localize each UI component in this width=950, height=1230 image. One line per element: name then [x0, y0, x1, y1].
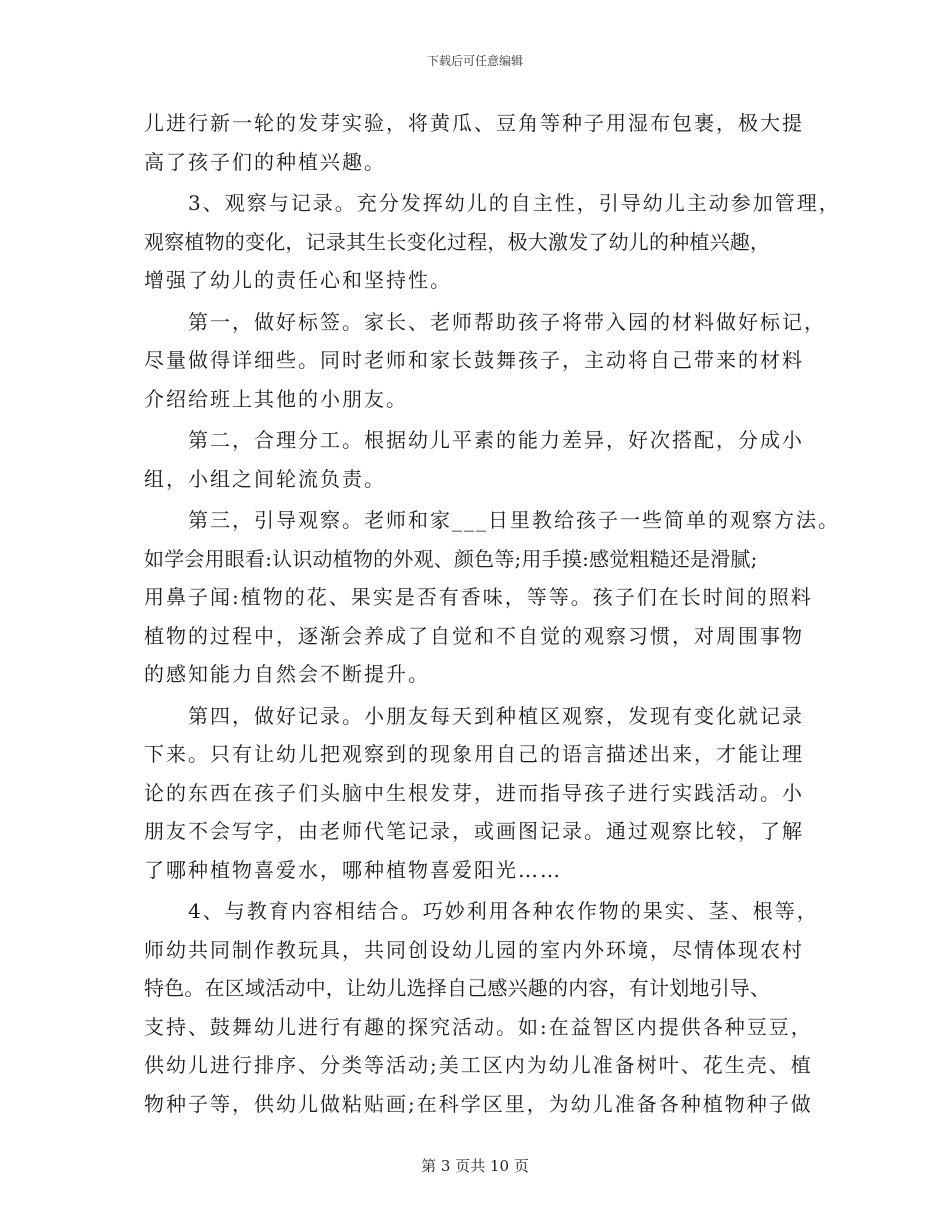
text-line: 支持、鼓舞幼儿进行有趣的探究活动。如:在益智区内提供各种豆豆， — [144, 1014, 813, 1039]
text-line: 尽量做得详细些。同时老师和家长鼓舞孩子，主动将自己带来的材料 — [144, 348, 804, 372]
text-line: 论的东西在孩子们头脑中生根发芽，进而指导孩子进行实践活动。小 — [144, 780, 804, 805]
text-line: 第四，做好记录。小朋友每天到种植区观察，发现有变化就记录 — [188, 703, 804, 728]
text-line: 第一，做好标签。家长、老师帮助孩子将带入园的材料做好标记， — [188, 309, 826, 334]
text-line: 4、与教育内容相结合。巧妙利用各种农作物的果实、茎、根等， — [188, 899, 819, 923]
text-line: 供幼儿进行排序、分类等活动;美工区内为幼儿准备树叶、花生壳、植 — [144, 1053, 813, 1077]
text-line: 观察植物的变化，记录其生长变化过程，极大激发了幼儿的种植兴趣， — [144, 229, 771, 254]
text-line: 物种子等，供幼儿做粘贴画;在科学区里，为幼儿准备各种植物种子做 — [144, 1091, 813, 1116]
text-line: 用鼻子闻:植物的花、果实是否有香味，等等。孩子们在长时间的照料 — [144, 585, 813, 609]
text-line: 组，小组之间轮流负责。 — [144, 466, 386, 491]
text-line: 如学会用眼看:认识动植物的外观、颜色等;用手摸:感觉粗糙还是滑腻; — [144, 546, 758, 571]
text-line: 介绍给班上其他的小朋友。 — [144, 386, 408, 411]
text-line: 第三，引导观察。老师和家___日里教给孩子一些简单的观察方法。 — [188, 508, 840, 532]
text-line: 高了孩子们的种植兴趣。 — [144, 149, 386, 174]
document-body — [144, 104, 841, 1123]
text-line: 儿进行新一轮的发芽实验，将黄瓜、豆角等种子用湿布包裹，极大提 — [144, 111, 804, 135]
text-line: 了哪种植物喜爱水，哪种植物喜爱阳光…… — [144, 857, 562, 882]
text-line: 第二，合理分工。根据幼儿平素的能力差异，好次搭配，分成小 — [188, 428, 804, 452]
text-line: 植物的过程中，逐渐会养成了自觉和不自觉的观察习惯，对周围事物 — [144, 623, 804, 648]
text-line: 朋友不会写字，由老师代笔记录，或画图记录。通过观察比较，了解 — [144, 819, 804, 843]
text-line: 下来。只有让幼儿把观察到的现象用自己的语言描述出来，才能让理 — [144, 742, 804, 766]
text-line: 师幼共同制作教玩具，共同创设幼儿园的室内外环境，尽情体现农村 — [144, 937, 804, 962]
page-header: 下载后可任意编辑 — [426, 54, 523, 68]
page-number: 第 3 页共 10 页 — [421, 1157, 529, 1175]
text-line: 增强了幼儿的责任心和坚持性。 — [144, 268, 452, 292]
text-line: 的感知能力自然会不断提升。 — [144, 662, 430, 686]
text-line: 特色。在区域活动中，让幼儿选择自己感兴趣的内容，有计划地引导、 — [144, 976, 771, 1000]
text-line: 3、观察与记录。充分发挥幼儿的自主性，引导幼儿主动参加管理， — [188, 191, 841, 215]
